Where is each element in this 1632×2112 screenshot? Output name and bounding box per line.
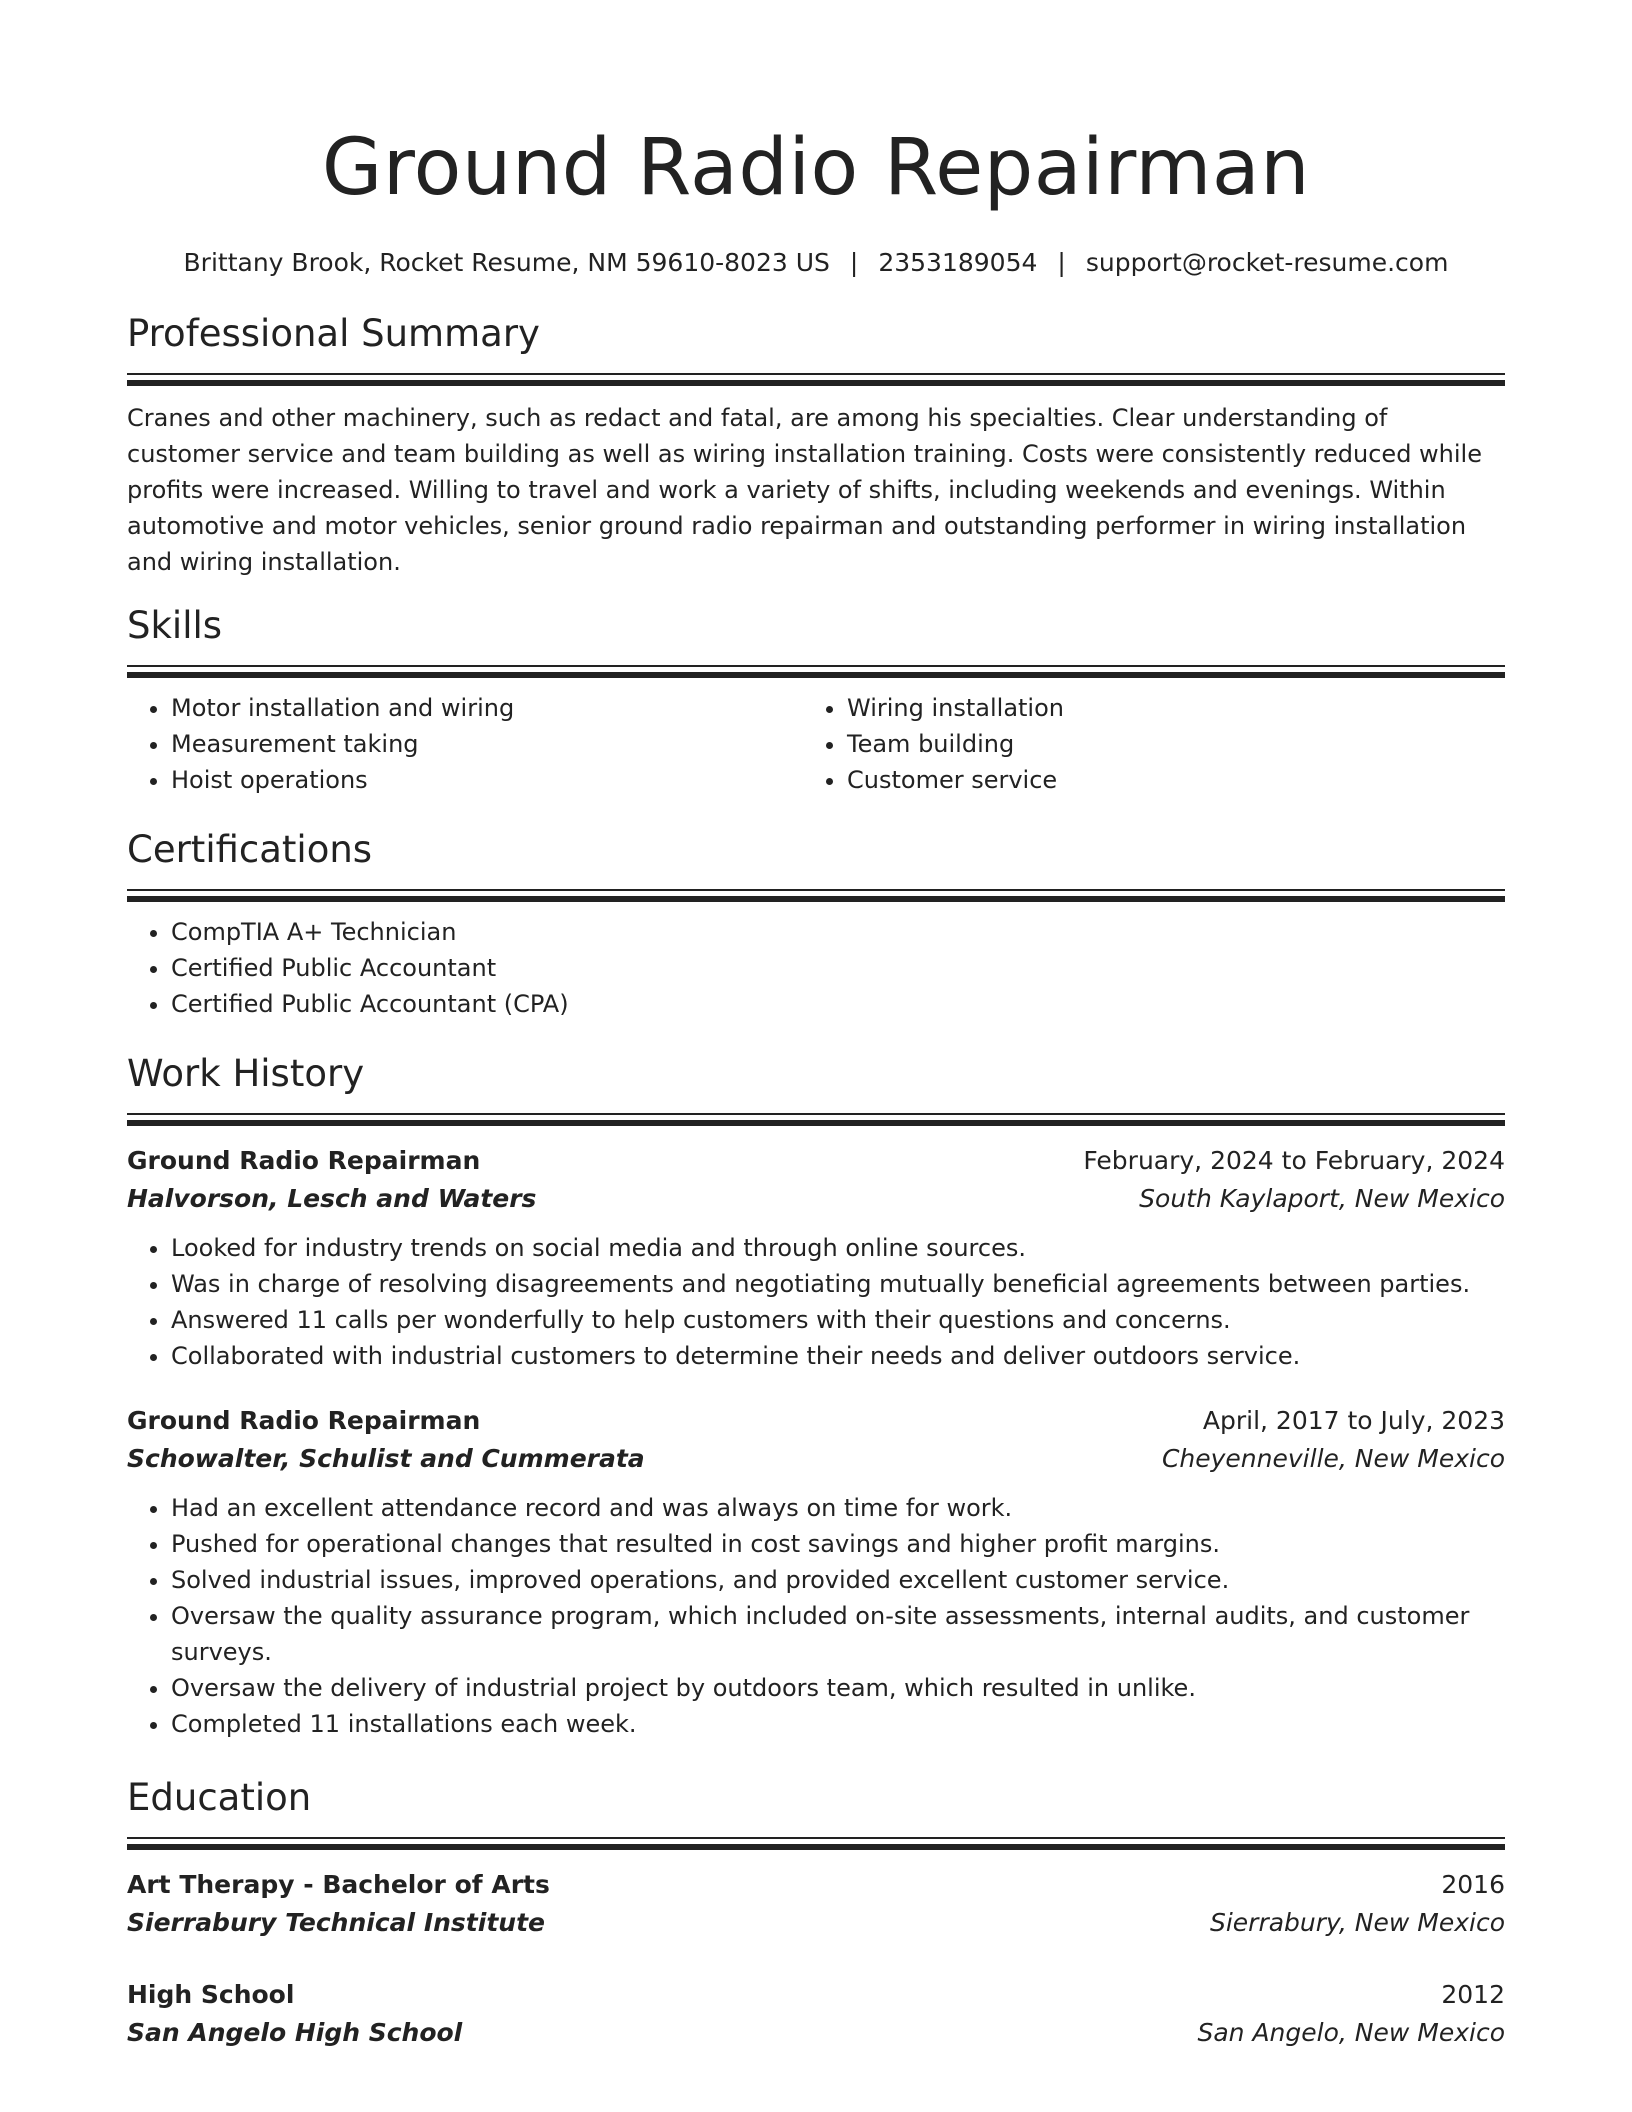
work-section: [127, 1050, 1505, 1742]
summary-section: [127, 310, 1505, 580]
education-school: Sierrabury Technical Institute: [127, 1908, 545, 1937]
job-bullet: • Completed 11 installations each week.: [171, 1706, 1505, 1742]
job-title: Ground Radio Repairman: [127, 1146, 481, 1175]
job-header-row: [127, 1142, 1505, 1180]
skill-item: • Customer service: [847, 762, 1479, 798]
contact-address: Brittany Brook, Rocket Resume, NM 59610-8023 US: [183, 248, 830, 277]
job-bullet: • Looked for industry trends on social media and through online sources.: [171, 1230, 1505, 1266]
section-divider: [127, 665, 1505, 678]
education-degree: High School: [127, 1980, 295, 2009]
certification-item: • CompTIA A+ Technician: [171, 914, 1505, 950]
education-school: San Angelo High School: [127, 2018, 463, 2047]
job-title: Ground Radio Repairman: [127, 1406, 481, 1435]
education-header-row: [127, 1866, 1505, 1904]
job-bullet: • Was in charge of resolving disagreements and negotiating mutually beneficial agreements between parties.: [171, 1266, 1505, 1302]
education-year: 2016: [1441, 1870, 1505, 1899]
certifications-list: [127, 914, 1505, 1022]
work-heading: Work History: [127, 1052, 365, 1095]
education-section: [127, 1774, 1505, 2052]
summary-heading: Professional Summary: [127, 312, 540, 355]
certification-item: • Certified Public Accountant: [171, 950, 1505, 986]
education-entry: [127, 1976, 1505, 2052]
contact-separator: |: [1057, 248, 1066, 277]
section-divider: [127, 889, 1505, 902]
resume-title: Ground Radio Repairman: [321, 123, 1311, 213]
skills-grid: [127, 678, 1505, 798]
job-bullet: • Oversaw the quality assurance program, which included on-site assessments, internal audits, and customer surveys.: [171, 1598, 1505, 1670]
contact-separator: |: [849, 248, 859, 277]
education-entry: [127, 1866, 1505, 1942]
job-company-row: [127, 1440, 1505, 1478]
job-location: South Kaylaport, New Mexico: [1139, 1184, 1505, 1213]
contact-email[interactable]: support@rocket-resume.com: [1085, 248, 1449, 277]
education-school-row: [127, 2014, 1505, 2052]
education-school-row: [127, 1904, 1505, 1942]
job-bullets: [127, 1490, 1505, 1742]
summary-text: Cranes and other machinery, such as redact and fatal, are among his specialties. Clear understanding of customer service and team building as well as wiring installation training. Costs were consistently reduced while profits were increased. Willing to travel and work a variety of shifts, including weekends and evenings. Within automotive and motor vehicles, senior ground radio repairman and outstanding performer in wiring installation and wiring installation.: [127, 404, 1482, 576]
job-company-row: [127, 1180, 1505, 1218]
section-divider: [127, 373, 1505, 386]
skill-item: • Measurement taking: [171, 726, 803, 762]
education-location: San Angelo, New Mexico: [1197, 2018, 1505, 2047]
job-bullet: • Oversaw the delivery of industrial project by outdoors team, which resulted in unlike.: [171, 1670, 1505, 1706]
certifications-heading: Certifications: [127, 828, 373, 871]
job-bullet: • Collaborated with industrial customers to determine their needs and deliver outdoors service.: [171, 1338, 1505, 1374]
skill-item: • Hoist operations: [171, 762, 803, 798]
section-divider: [127, 1113, 1505, 1126]
skills-section: [127, 602, 1505, 798]
skill-item: • Motor installation and wiring: [171, 690, 803, 726]
certification-item: • Certified Public Accountant (CPA): [171, 986, 1505, 1022]
skill-item: • Wiring installation: [847, 690, 1479, 726]
job-company: Halvorson, Lesch and Waters: [127, 1184, 537, 1213]
education-year: 2012: [1441, 1980, 1505, 2009]
job-company: Schowalter, Schulist and Cummerata: [127, 1444, 645, 1473]
contact-line: [127, 246, 1505, 280]
job-bullet: • Solved industrial issues, improved operations, and provided excellent customer service.: [171, 1562, 1505, 1598]
skills-list-left: [127, 690, 803, 798]
skills-heading: Skills: [127, 604, 223, 647]
section-divider: [127, 1837, 1505, 1850]
contact-phone: 2353189054: [878, 248, 1038, 277]
certifications-section: [127, 826, 1505, 1022]
education-degree: Art Therapy - Bachelor of Arts: [127, 1870, 550, 1899]
job-entry: [127, 1402, 1505, 1742]
job-bullet: • Pushed for operational changes that resulted in cost savings and higher profit margins.: [171, 1526, 1505, 1562]
job-bullets: [127, 1230, 1505, 1374]
skill-item: • Team building: [847, 726, 1479, 762]
education-heading: Education: [127, 1776, 312, 1819]
job-dates: April, 2017 to July, 2023: [1202, 1406, 1505, 1435]
skills-list-right: [803, 690, 1479, 798]
job-header-row: [127, 1402, 1505, 1440]
education-header-row: [127, 1976, 1505, 2014]
job-dates: February, 2024 to February, 2024: [1083, 1146, 1505, 1175]
job-entry: [127, 1142, 1505, 1374]
job-bullet: • Answered 11 calls per wonderfully to help customers with their questions and concerns.: [171, 1302, 1505, 1338]
job-bullet: • Had an excellent attendance record and was always on time for work.: [171, 1490, 1505, 1526]
education-location: Sierrabury, New Mexico: [1209, 1908, 1505, 1937]
job-location: Cheyenneville, New Mexico: [1161, 1444, 1505, 1473]
